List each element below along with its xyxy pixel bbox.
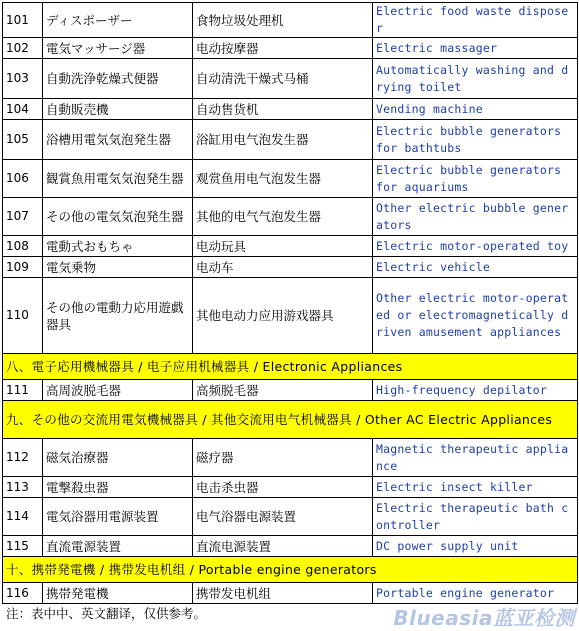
watermark-logo: Blueasia蓝亚检测 [393,606,575,630]
section-heading: 十、携帯発電機 / 携带发电机组 / Portable engine generators [3,557,578,583]
item-number: 113 [3,477,43,498]
table-row [3,120,578,160]
chinese-name: 电击杀虫器 [193,477,373,498]
japanese-name: 磁気治療器 [43,439,193,477]
chinese-name: 电气浴器电源装置 [193,498,373,536]
english-name: Vending machine [373,99,578,120]
item-number: 116 [3,583,43,604]
english-name: Electric motor-operated toy [373,236,578,257]
item-number: 114 [3,498,43,536]
section-header-row [3,354,578,380]
item-number: 103 [3,59,43,99]
footnote: 注：表中中、英文翻译，仅供参考。 [6,606,207,621]
chinese-name: 高频脱毛器 [193,380,373,401]
section-heading: 八、電子応用機械器具 / 电子应用机械器具 / Electronic Appliances [3,354,578,380]
item-number: 106 [3,160,43,198]
english-name: Electric massager [373,38,578,59]
japanese-name: 自動販売機 [43,99,193,120]
table-row [3,236,578,257]
chinese-name: 自动清洗干燥式马桶 [193,59,373,99]
english-name: Electric therapeutic bath controller [373,498,578,536]
table-row [3,583,578,604]
chinese-name: 携带发电机组 [193,583,373,604]
english-name: Electric vehicle [373,257,578,278]
item-number: 104 [3,99,43,120]
chinese-name: 自动售货机 [193,99,373,120]
chinese-name: 直流电源装置 [193,536,373,557]
english-name: Automatically washing and drying toilet [373,59,578,99]
japanese-name: 観賞魚用電気気泡発生器 [43,160,193,198]
japanese-name: その他の電気気泡発生器 [43,198,193,236]
chinese-name: 电动按摩器 [193,38,373,59]
english-name: Electric bubble generators for aquariums [373,160,578,198]
table-row [3,477,578,498]
section-header-row [3,401,578,439]
english-name: Other electric motor-operated or electromagnetically driven amusement appliances [373,278,578,354]
item-number: 112 [3,439,43,477]
section-heading: 九、その他の交流用電気機械器具 / 其他交流用电气机械器具 / Other AC Electric Appliances [3,401,578,439]
item-number: 102 [3,38,43,59]
item-number: 107 [3,198,43,236]
english-name: DC power supply unit [373,536,578,557]
japanese-name: 電気マッサージ器 [43,38,193,59]
table-row [3,198,578,236]
table-row [3,380,578,401]
table-row [3,439,578,477]
japanese-name: ディスポーザー [43,3,193,38]
chinese-name: 食物垃圾处理机 [193,3,373,38]
table-row [3,278,578,354]
table-row [3,3,578,38]
japanese-name: 電気乗物 [43,257,193,278]
section-header-row [3,557,578,583]
japanese-name: 高周波脱毛器 [43,380,193,401]
japanese-name: 自動洗浄乾燥式便器 [43,59,193,99]
item-number: 110 [3,278,43,354]
chinese-name: 磁疗器 [193,439,373,477]
item-number: 115 [3,536,43,557]
chinese-name: 电动玩具 [193,236,373,257]
japanese-name: 携帯発電機 [43,583,193,604]
english-name: Other electric bubble generators [373,198,578,236]
japanese-name: 浴槽用電気気泡発生器 [43,120,193,160]
english-name: Magnetic therapeutic appliance [373,439,578,477]
table-row [3,498,578,536]
item-number: 108 [3,236,43,257]
item-number: 111 [3,380,43,401]
japanese-name: 電撃殺虫器 [43,477,193,498]
japanese-name: 電気浴器用電源装置 [43,498,193,536]
product-table [2,2,578,604]
table-row [3,536,578,557]
japanese-name: 直流電源装置 [43,536,193,557]
chinese-name: 其他电动力应用游戏器具 [193,278,373,354]
english-name: Electric bubble generators for bathtubs [373,120,578,160]
japanese-name: 電動式おもちゃ [43,236,193,257]
table-row [3,160,578,198]
english-name: High-frequency depilator [373,380,578,401]
item-number: 105 [3,120,43,160]
japanese-name: その他の電動力応用遊戯器具 [43,278,193,354]
table-row [3,38,578,59]
english-name: Electric food waste disposer [373,3,578,38]
chinese-name: 浴缸用电气泡发生器 [193,120,373,160]
table-row [3,59,578,99]
english-name: Electric insect killer [373,477,578,498]
item-number: 109 [3,257,43,278]
chinese-name: 观赏鱼用电气泡发生器 [193,160,373,198]
chinese-name: 电动车 [193,257,373,278]
item-number: 101 [3,3,43,38]
table-row [3,257,578,278]
table-row [3,99,578,120]
english-name: Portable engine generator [373,583,578,604]
chinese-name: 其他的电气气泡发生器 [193,198,373,236]
